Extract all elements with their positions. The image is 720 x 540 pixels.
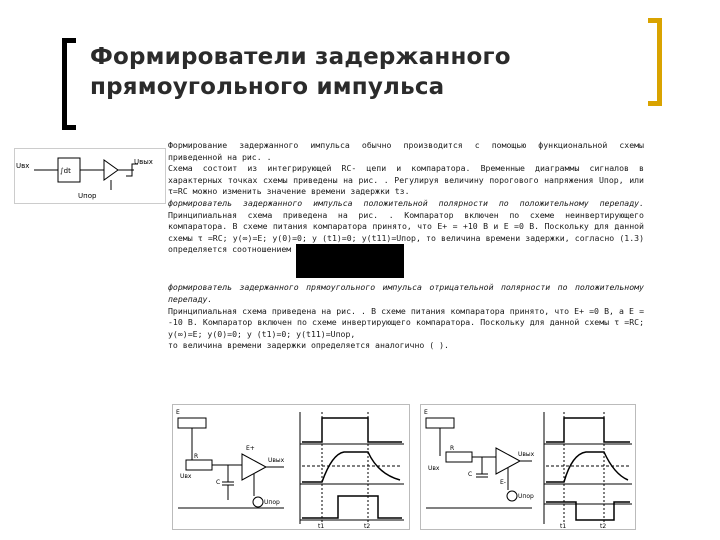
title-bracket-right xyxy=(648,18,662,106)
small-label-in: Uвх xyxy=(16,162,30,170)
left-label-in: Uвх xyxy=(180,473,192,480)
right-label-r: R xyxy=(450,445,455,452)
small-label-int: ∫dt xyxy=(60,167,71,175)
title-line-1: Формирователи задержанного xyxy=(90,44,511,70)
functional-diagram xyxy=(14,148,166,204)
circuit-diagram-positive xyxy=(172,404,410,530)
right-label-t2: t2 xyxy=(600,523,607,530)
right-label-out: Uвых xyxy=(518,451,535,458)
left-label-t2: t2 xyxy=(364,523,371,530)
paragraph-3 xyxy=(168,198,644,278)
left-label-t1: t1 xyxy=(318,523,325,530)
paragraph-3-rest: Принципиальная схема приведена на рис. . Компаратор включен по схеме неинвертирующего компаратора. В схеме питания компаратора принято, что Е+ = +10 В и Е =0 В. Поскольку для данной схемы τ =RC; y(∞)=E; y(0)=0; y (t1)=0; y(t11)=Uпор, то величина времени задержки, согласно (1.3) определяется соотношением xyxy=(168,209,644,255)
right-label-c: C xyxy=(468,471,473,478)
paragraph-4-rest: Принципиальная схема приведена на рис. . В схеме питания компаратора принято, что Е+ =0 В, а Е = -10 В. Компаратор включен по схеме инвертирующего компаратора. Поскольку для данной схемы τ =RC; y(∞)=E; y(0)=0; y (t1)=0; y(t11)=Uпор, xyxy=(168,305,644,339)
right-label-e: E xyxy=(424,409,428,416)
right-label-t1: t1 xyxy=(560,523,567,530)
body-text xyxy=(168,140,644,352)
paragraph-2: Схема состоит из интегрирующей RC- цепи и компаратора. Временные диаграммы сигналов в характерных точках схемы приведены на рис. . Регулируя величину порогового напряжения Uпор, или τ=RC можно изменить значение времени задержки tз. xyxy=(168,163,644,197)
paragraph-4-italic: формирователь задержанного прямоугольного импульса отрицательной полярности по положительному перепаду. xyxy=(168,282,644,304)
paragraph-1: Формирование задержанного импульса обычно производится с помощью функциональной схемы приведенной на рис. . xyxy=(168,140,644,162)
right-label-in: Uвх xyxy=(428,465,440,472)
left-label-out: Uвых xyxy=(268,457,285,464)
paragraph-3-italic: формирователь задержанного импульса положительной полярности по положительному перепаду. xyxy=(168,197,644,208)
left-label-r: R xyxy=(194,453,199,460)
right-label-threshold: Uпор xyxy=(518,493,534,500)
slide-title xyxy=(90,42,650,102)
small-label-out: Uвых xyxy=(134,158,153,166)
left-label-c: C xyxy=(216,479,221,486)
left-label-e: E xyxy=(176,409,180,416)
left-label-threshold: Uпор xyxy=(264,499,280,506)
paragraph-4 xyxy=(168,282,644,340)
formula-image xyxy=(296,244,404,278)
paragraph-5: то величина времени задержки определяется аналогично ( ). xyxy=(168,340,449,351)
small-label-threshold: Uпор xyxy=(78,192,97,200)
circuit-diagram-negative xyxy=(420,404,636,530)
left-label-e-plus: E+ xyxy=(246,445,255,452)
title-bracket-left xyxy=(62,38,76,130)
title-line-2: прямоугольного импульса xyxy=(90,74,445,100)
right-label-e-minus: E- xyxy=(500,479,506,486)
